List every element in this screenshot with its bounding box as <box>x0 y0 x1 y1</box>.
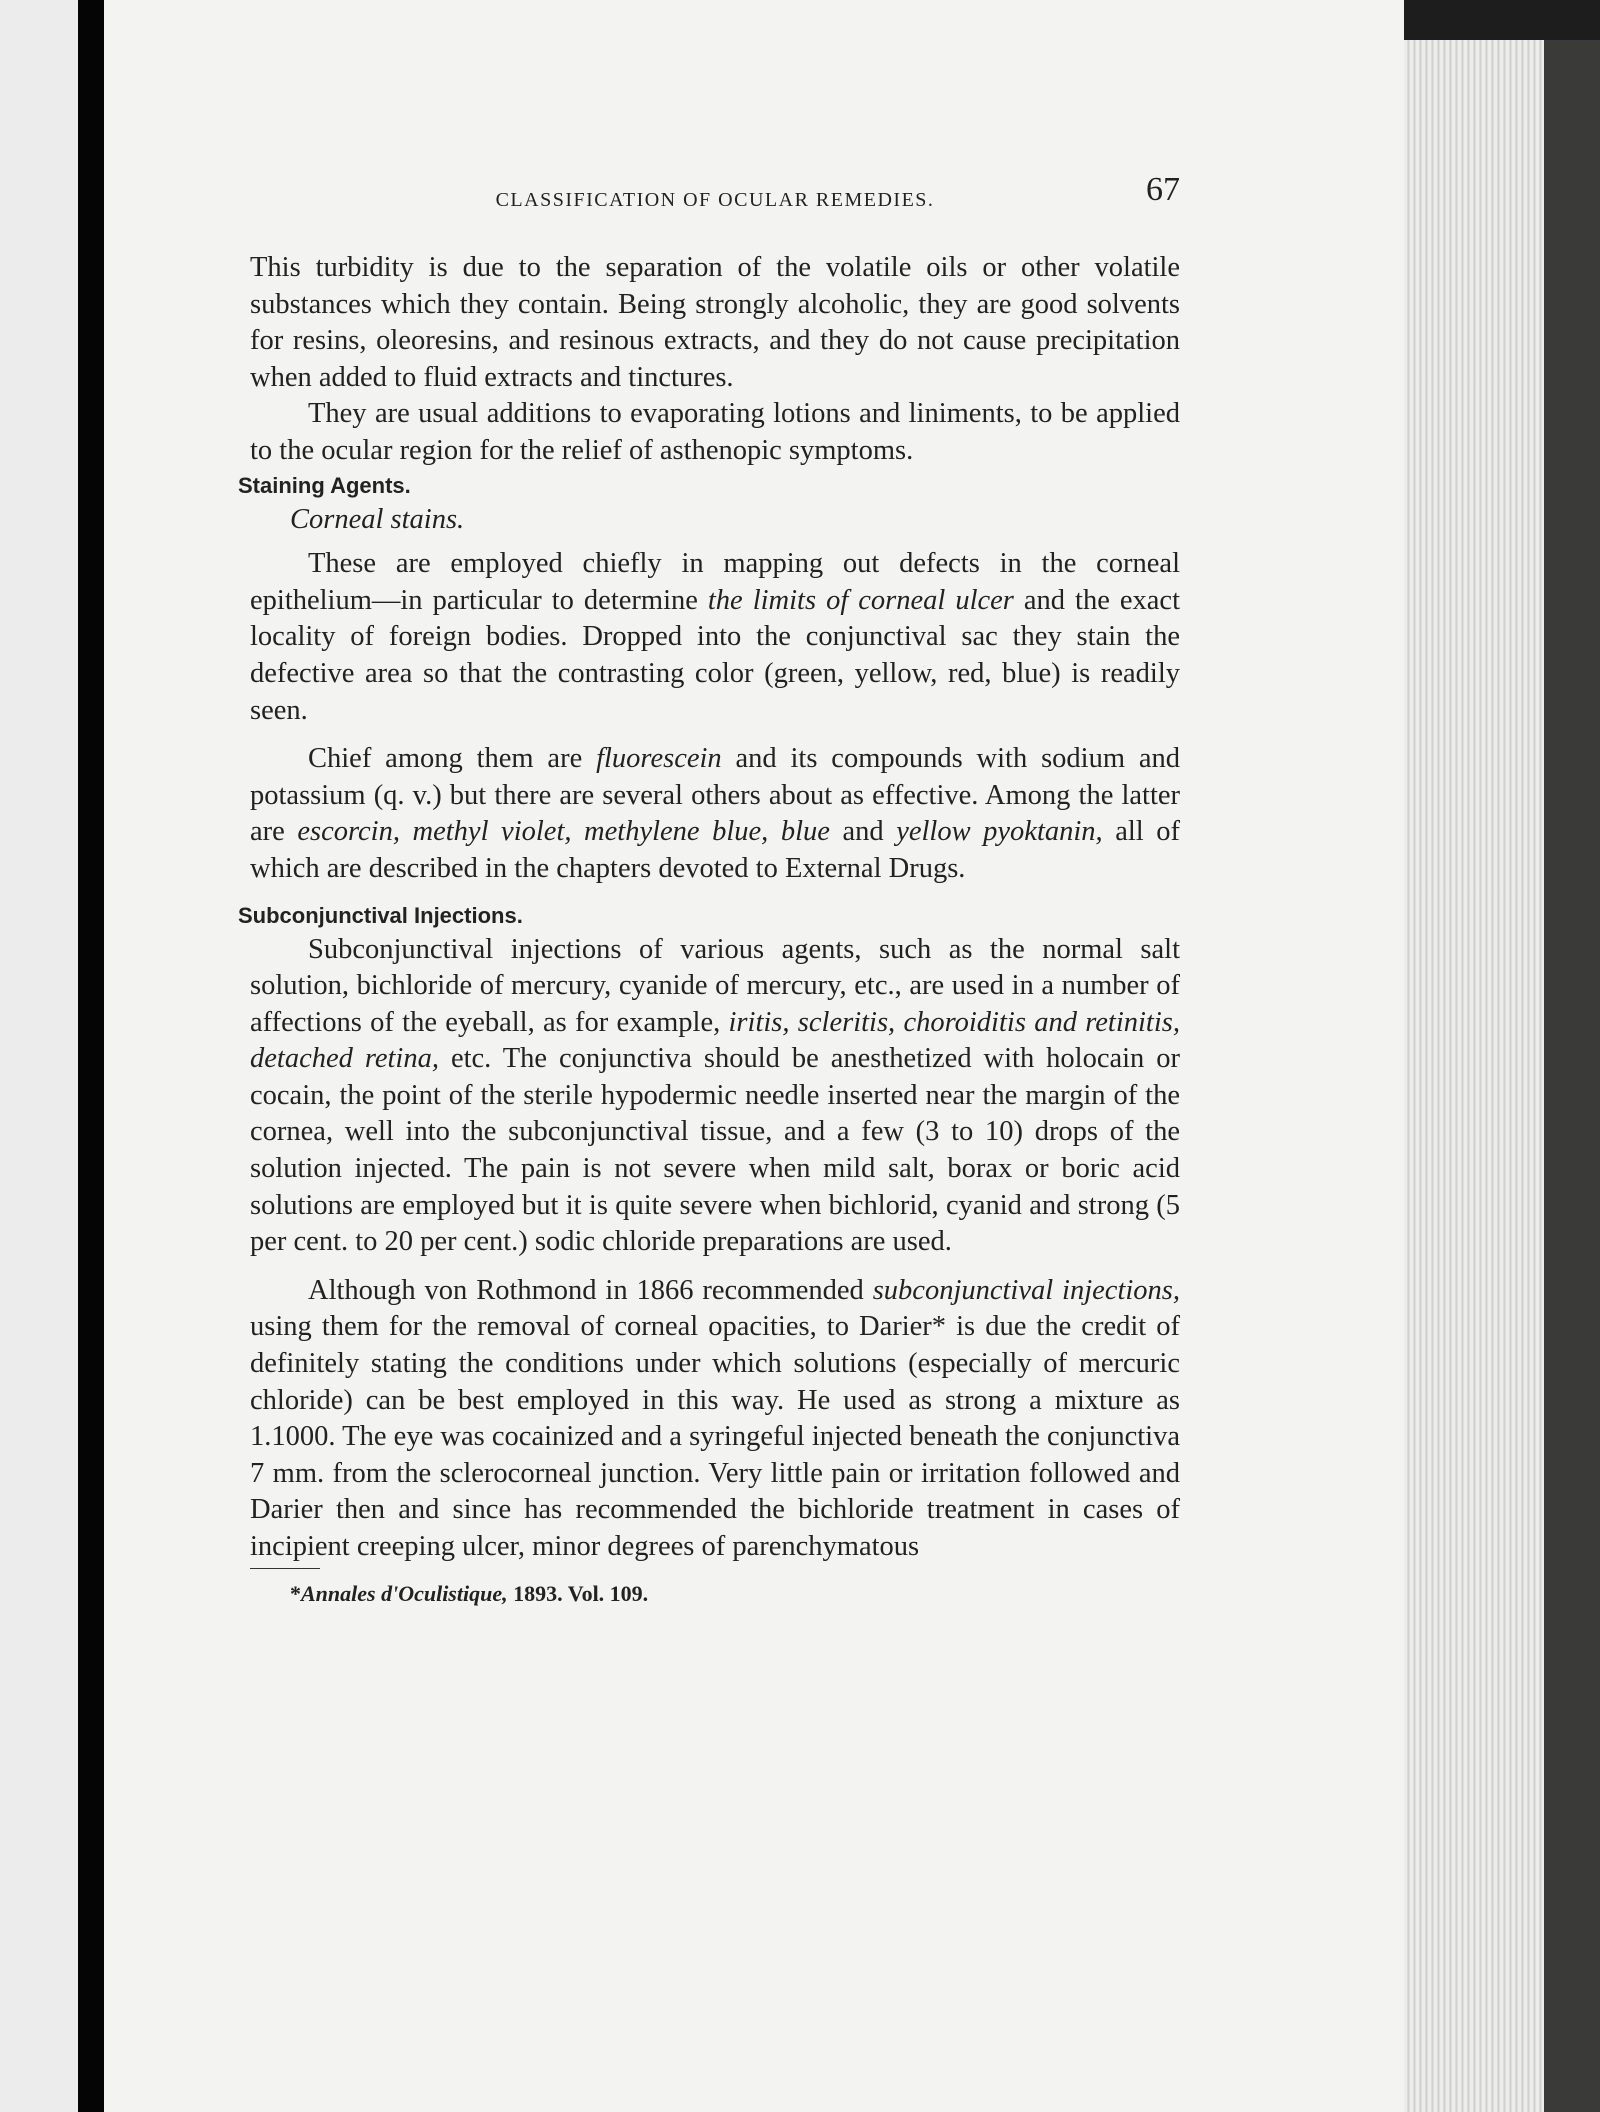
footnote <box>290 1579 1180 1609</box>
page-number: 67 <box>1146 171 1180 208</box>
emphasis: the limits of corneal ulcer <box>707 584 1014 616</box>
text-run: Chief among them are <box>308 743 597 775</box>
text-run: Subconjunctival injections of various agents, such as the normal salt solution, bichloride of mercury, cyanide of mercury, etc., are used in a number of affections of the eyeball, as for example, <box>250 933 1180 1038</box>
emphasis: escorcin, methyl violet, methylene blue, blue <box>297 816 830 848</box>
emphasis: iritis, scleritis, choroiditis and retinitis, detached retina, <box>250 1006 1180 1075</box>
text-run: and the exact locality of foreign bodies. Dropped into the conjunctival sac they stain the defective area so that the contrasting color (green, yellow, red, blue) is readily seen. <box>250 584 1180 726</box>
footnote-journal: Annales d'Oculistique, <box>301 1580 508 1606</box>
text-run: and <box>829 816 897 848</box>
paragraph-additions: They are usual additions to evaporating lotions and liniments, to be applied to the ocular region for the relief of asthenopic symptoms. <box>250 398 1180 466</box>
book-cover-edge <box>1544 40 1600 2112</box>
text-run: all of which are described in the chapters devoted to External Drugs. <box>250 816 1181 884</box>
paragraph-subconjunctival-injections <box>250 932 1180 1261</box>
subheading-corneal-stains: Corneal stains. <box>290 503 465 535</box>
paragraph-stain-agents <box>250 741 1180 887</box>
text-run: These are employed chiefly in mapping out defects in the corneal epithelium—in particular to determine <box>250 548 1180 616</box>
page-edges <box>1404 40 1544 2112</box>
book-spine-shadow <box>78 0 104 2112</box>
paragraph-turbidity: This turbidity is due to the separation of the volatile oils or other volatile substances which they contain. Being strongly alcoholic, they are good solvents for resins, oleoresins, and resinous extracts, and they do not cause precipitation when added to fluid extracts and tinctures. <box>250 252 1180 393</box>
outer-margin <box>0 0 78 2112</box>
emphasis: fluorescein <box>596 743 722 775</box>
emphasis: subconjunctival injections, <box>872 1274 1180 1306</box>
text-run: etc. The conjunctiva should be anesthetized with holocain or cocain, the point of the sterile hypodermic needle inserted near the margin of the cornea, well into the subconjunctival tissue, and a few (3 to 10) drops of the solution injected. The pain is not severe when mild salt, borax or boric acid solutions are employed but it is quite severe when bichlorid, cyanid and strong (5 per cent. to 20 per cent.) sodic chloride preparations are used. <box>250 1043 1181 1258</box>
paragraph-von-rothmond <box>250 1273 1180 1566</box>
paragraph-corneal-stains <box>250 546 1180 729</box>
footnote-details: 1893. Vol. 109. <box>507 1580 649 1606</box>
footnote-marker: * <box>290 1580 301 1606</box>
section-heading-staining: Staining Agents. <box>238 472 411 498</box>
page-header <box>250 172 1180 222</box>
page-text <box>238 171 1181 1609</box>
section-heading-subconjunctival: Subconjunctival Injections. <box>238 902 523 928</box>
emphasis: yellow pyoktanin, <box>896 816 1103 848</box>
running-head: CLASSIFICATION OF OCULAR REMEDIES. <box>495 189 935 211</box>
footnote-rule <box>250 1568 320 1569</box>
text-run: and its compounds with sodium and potassium (q. v.) but there are several others about as effective. Among the latter are <box>250 743 1180 848</box>
text-run: using them for the removal of corneal opacities, to Darier* is due the credit of definitely stating the conditions under which solutions (especially of mercuric chloride) can be best employed in this way. He used as strong a mixture as 1.1000. The eye was cocainized and a syringeful injected beneath the conjunctiva 7 mm. from the sclerocorneal junction. Very little pain or irritation followed and Darier then and since has recommended the bichloride treatment in cases of incipient creeping ulcer, minor degrees of parenchymatous <box>250 1311 1180 1562</box>
text-run: Although von Rothmond in 1866 recommended <box>308 1274 873 1306</box>
